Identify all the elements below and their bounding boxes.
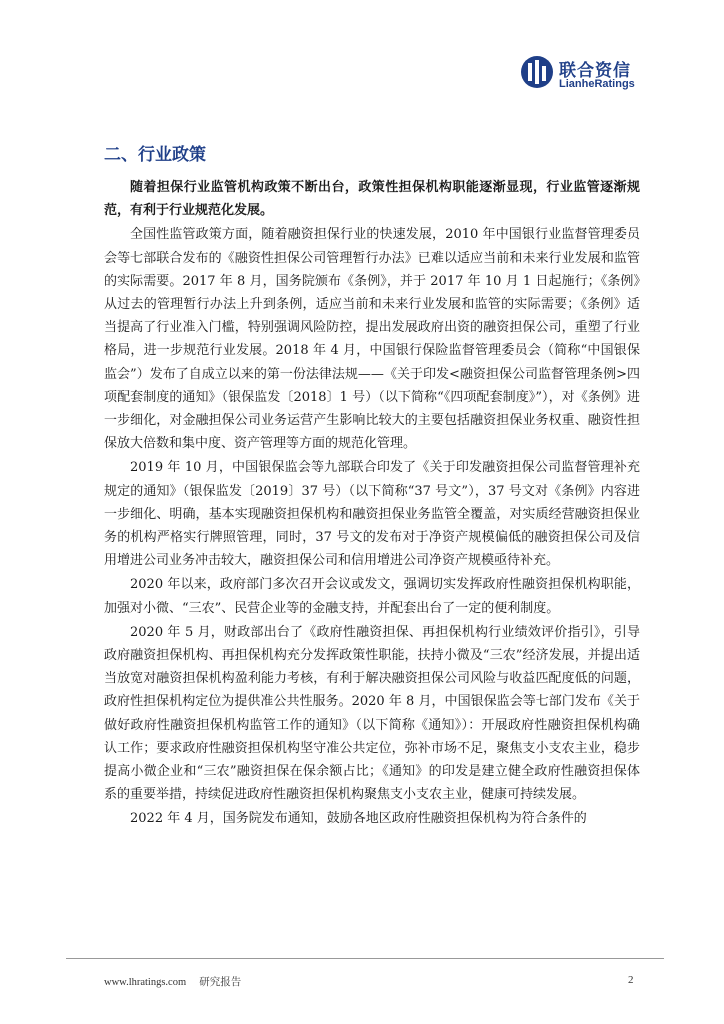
- paragraph: 2020 年 5 月，财政部出台了《政府性融资担保、再担保机构行业绩效评价指引》，引导政府融资担保机构、再担保机构充分发挥政策性职能，扶持小微及“三农”经济发展，并提出适当放宽对融资担保机构盈利能力考核，有利于解决融资担保公司风险与收益匹配度低的问题，政府性担保机构定位为提供准公共性服务。2020 年 8 月，中国银保监会等七部门发布《关于做好政府性融资担保机构监管工作的通知》（以下简称《通知》）：开展政府性融资担保机构确认工作；要求政府性融资担保机构坚守准公共定位，弥补市场不足，聚焦支小支农主业，稳步提高小微企业和“三农”融资担保在保余额占比；《通知》的印发是建立健全政府性融资担保体系的重要举措，持续促进政府性融资担保机构聚焦支小支农主业，健康可持续发展。: [104, 624, 640, 803]
- page-number: 2: [628, 974, 634, 986]
- paragraph: 2022 年 4 月，国务院发布通知，鼓励各地区政府性融资担保机构为符合条件的: [130, 811, 587, 827]
- brand-name-en: LianheRatings: [559, 78, 635, 90]
- paragraph: 全国性监管政策方面，随着融资担保行业的快速发展，2010 年中国银行业监督管理委员会等七部联合发布的《融资性担保公司管理暂行办法》已难以适应当前和未来行业发展和监管的实际需要。2017 年 8 月，国务院颁布《条例》，并于 2017 年 10 月 1 日起施行；《条例》从过去的管理暂行办法上升到条例，适应当前和未来行业发展和监管的实际需要；《条例》适当提高了行业准入门槛，特别强调风险防控，提出发展政府出资的融资担保公司，重塑了行业格局，进一步规范行业发展。2018 年 4 月，中国银行保险监督管理委员会（简称“中国银保监会”）发布了自成立以来的第一份法律法规——《关于印发<融资担保公司监督管理条例>四项配套制度的通知》（银保监发〔2018〕1 号）（以下简称“《四项配套制度》”），对《条例》进一步细化，对金融担保公司业务运营产生影响比较大的主要包括融资担保业务权重、融资性担保放大倍数和集中度、资产管理等方面的规范化管理。: [104, 227, 640, 452]
- paragraph: 2020 年以来，政府部门多次召开会议或发文，强调切实发挥政府性融资担保机构职能，加强对小微、“三农”、民营企业等的金融支持，并配套出台了一定的便利制度。: [104, 577, 640, 616]
- brand-name-cn: 联合资信: [559, 61, 631, 81]
- body-text: [104, 176, 640, 832]
- footer-doc-type: 研究报告: [199, 977, 242, 988]
- lianhe-logo-icon: [519, 54, 555, 90]
- company-logo: [519, 54, 649, 94]
- section-heading: 二、行业政策: [104, 145, 206, 165]
- lead-paragraph: 随着担保行业监管机构政策不断出台，政策性担保机构职能逐渐显现，行业监管逐渐规范，有利于行业规范化发展。: [104, 180, 640, 219]
- footer-info: [104, 974, 241, 989]
- footer-website-link[interactable]: www.lhratings.com: [104, 977, 187, 988]
- footer-divider: [66, 958, 664, 959]
- paragraph: 2019 年 10 月，中国银保监会等九部联合印发了《关于印发融资担保公司监督管理补充规定的通知》（银保监发〔2019〕37 号）（以下简称“37 号文”），37 号文对《条例》内容进一步细化、明确，基本实现融资担保机构和融资担保业务监管全覆盖，对实质经营融资担保业务的机构严格实行牌照管理，同时，37 号文的发布对于净资产规模偏低的融资担保公司及信用增进公司业务冲击较大，融资担保公司和信用增进公司净资产规模亟待补充。: [104, 460, 640, 569]
